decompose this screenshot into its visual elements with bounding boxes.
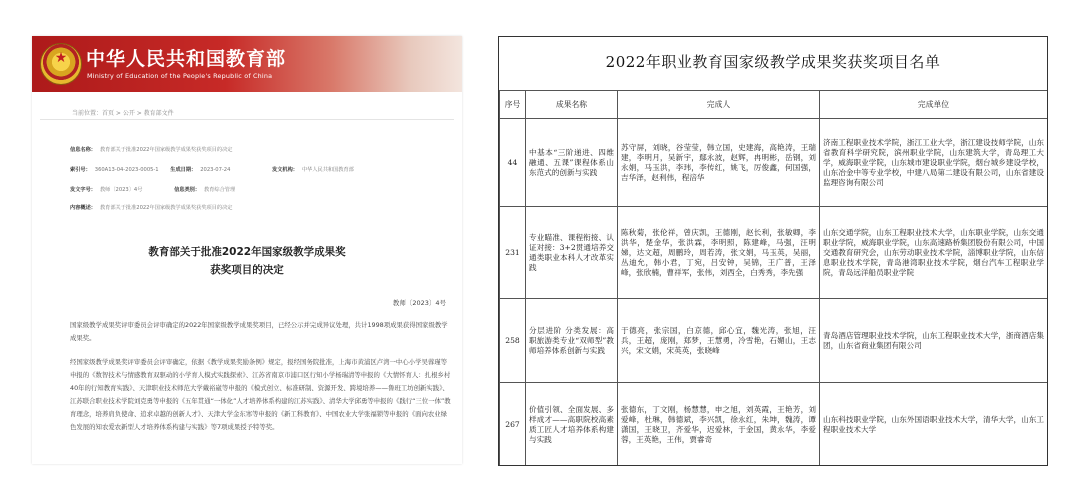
issuer-label: 发文机构：: [272, 167, 298, 173]
header-no: 序号: [500, 91, 526, 119]
document-title-line-1: 教育部关于批准2022年国家级教学成果奖: [148, 246, 346, 258]
row-no: 267: [500, 383, 526, 467]
meta-row-2: [70, 186, 235, 193]
row-units: 青岛酒店管理职业技术学院，山东工程职业技术大学，浙商酒店集团，山东省商业集团有限公司: [820, 299, 1048, 383]
category-value: 教育综合管理: [204, 187, 236, 193]
breadcrumb[interactable]: 当前位置：首页 > 公开 > 教育部文件: [72, 110, 174, 117]
award-list-page: [498, 36, 1048, 466]
row-people: 张德东，丁文刚，杨慧慧，申之旭，刘英霞，王艳芳，刘爱峰，杜琳，韩德斌，李兴凯，徐永红，朱坤，魏涛，谭潇国，王晓卫，齐爱华，迟爱林，于金国，黄永华，李爱蓉，王英艳，王伟，贾睿奇: [618, 383, 820, 467]
summary-value: 教育部关于批准2022年国家级教学成果奖获奖项目的决定: [99, 205, 233, 211]
gen-date-label: 生成日期：: [170, 167, 197, 173]
banner-subtitle: Ministry of Education of the People's Republic of China: [87, 72, 273, 80]
row-project-name: 中基本“三阶递进、四维融通、五课”课程体系山东范式的创新与实践: [526, 119, 618, 207]
table-row: [500, 383, 1048, 467]
body-paragraph-2: 经国家级教学成果奖评审委员会评审确定，依据《教学成果奖励条例》规定，报经国务院批准，上海市黄浦区卢湾一中心小学吴蓉瑾等申报的《数智技术与情感教育双驱动的小学育人模式实践探索》、江苏省南京市浦口区行知小学杨瑞清等申报的《大情怀育人：扎根乡村40年的行知教育实践》、天津职业技术师范大学戴裕崴等申报的《模式创立、标准研制、资源开发、跨境培养——鲁班工坊创新实践》、江苏联合职业技术学院刘克勇等申报的《五年贯通“一体化”人才培养体系构建的江苏实践》、清华大学邱勇等申报的《践行“三位一体”教育理念，培养肩负使命、追求卓越的创新人才》、天津大学金东寒等申报的《新工科教育》、中国农业大学张福锁等申报的《面向农业绿色发展的知农爱农新型人才培养体系构建与实践》等7项成果授予特等奖。: [70, 358, 451, 431]
doc-no-value: 教师〔2023〕4号: [99, 187, 143, 193]
row-units: 山东科技职业学院，山东外国语职业技术大学，清华大学，山东工程职业技术大学: [820, 383, 1048, 467]
summary-label: 内容概述：: [70, 205, 96, 211]
index-label: 索引号：: [70, 167, 91, 173]
document-title-line-2: 获奖项目的决定: [210, 264, 284, 276]
header-name: 成果名称: [526, 91, 618, 119]
divider: [40, 119, 454, 120]
header-people: 完成人: [618, 91, 820, 119]
award-list-title: 2022年职业教育国家级教学成果奖获奖项目名单: [605, 53, 941, 71]
row-people: 陈秋菊，张伦祥，曾庆凯，王德刚，赵长利，张敏卿，李洪华，楚金华，张洪霖，李明照，陈建峰，马强，汪明娣，达文超，周鹏玲，周若涛，张文娟，马玉英，吴丽，丛迪允，韩小君，丁宛，吕安钟，吴锦，王广普，王泽峰，张欣楠，曹祥军，张伟，刘西全，白秀秀，李先强: [618, 207, 820, 299]
row-project-name: 专业瞄准、课程衔接、认证对接：3+2贯通培养交通类职业本科人才改革实践: [526, 207, 618, 299]
row-project-name: 价值引领、全面发展、多样成才——高职院校高素质工匠人才培养体系构建与实践: [526, 383, 618, 467]
table-row: [500, 119, 1048, 207]
row-units: 济南工程职业技术学院，浙江工业大学，浙江建设技师学院，山东省教育科学研究院，滨州职业学院，山东建筑大学，青岛理工大学，威海职业学院，山东城市建设职业学院，烟台城乡建设学校，山东冶金中等专业学校，中建八局第二建设有限公司，山东省建设监理咨询有限公司: [820, 119, 1048, 207]
meta-row-title: [70, 146, 232, 153]
row-project-name: 分层进阶 分类发展：高职旅游类专业“双师型”教师培养体系创新与实践: [526, 299, 618, 383]
info-title-value: 教育部关于批准2022年国家级教学成果奖获奖项目的决定: [99, 147, 233, 153]
national-emblem-icon: ★: [40, 43, 82, 85]
info-title-label: 信息名称：: [70, 147, 96, 153]
category-label: 信息类别：: [174, 187, 201, 193]
row-units: 山东交通学院，山东工程职业技术大学，山东职业学院，山东交通职业学院，威海职业学院，山东高速路桥集团股份有限公司，中国交通教育研究会，山东劳动职业技术学院，淄博职业学院，山东信息职业技术学院，青岛港湾职业技术学院，烟台汽车工程职业学院，青岛远洋船员职业学院: [820, 207, 1048, 299]
award-table: [499, 90, 1048, 466]
row-people: 于德亮，张宗国，白京德，邱心宜，魏光涛，张旭，汪兵，王超，庞刚，郑梦，王慧勇，冷雪艳，石媚山，王志兴，宋文娟，宋英英，张晓峰: [618, 299, 820, 383]
index-value: 360A13-04-2023-0005-1: [94, 167, 159, 173]
row-no: 231: [500, 207, 526, 299]
table-row: [500, 207, 1048, 299]
meta-row-3: [70, 204, 232, 211]
banner-title[interactable]: 中华人民共和国教育部: [86, 48, 287, 70]
meta-row-1: [70, 166, 354, 173]
body-paragraph-1: 国家级教学成果奖评审委员会评审确定的2022年国家级教学成果奖项目，已经公示并完成异议处理，共计1998项成果获得国家级教学成果奖。: [70, 321, 448, 342]
document-number: 教师〔2023〕4号: [392, 299, 446, 307]
table-header-row: [500, 91, 1048, 119]
row-no: 44: [500, 119, 526, 207]
gen-date-value: 2023-07-24: [200, 167, 231, 173]
ministry-page: [32, 36, 462, 464]
doc-no-label: 发文字号：: [70, 187, 96, 193]
issuer-value: 中华人民共和国教育部: [301, 167, 354, 173]
header-units: 完成单位: [820, 91, 1048, 119]
ministry-banner: [32, 36, 462, 92]
table-row: [500, 299, 1048, 383]
row-no: 258: [500, 299, 526, 383]
row-people: 苏守屏，刘晓，谷莹莹，韩立国，史建海，高艳涛，王瑞建，李明月，吴新宇，鄢永波，赵辉，冉明彬，岳钢，刘永娟，马玉洪，李玮，李传红，姚飞，厉俊鑫，何国强，吉华泽，赵利伟，程涪华: [618, 119, 820, 207]
